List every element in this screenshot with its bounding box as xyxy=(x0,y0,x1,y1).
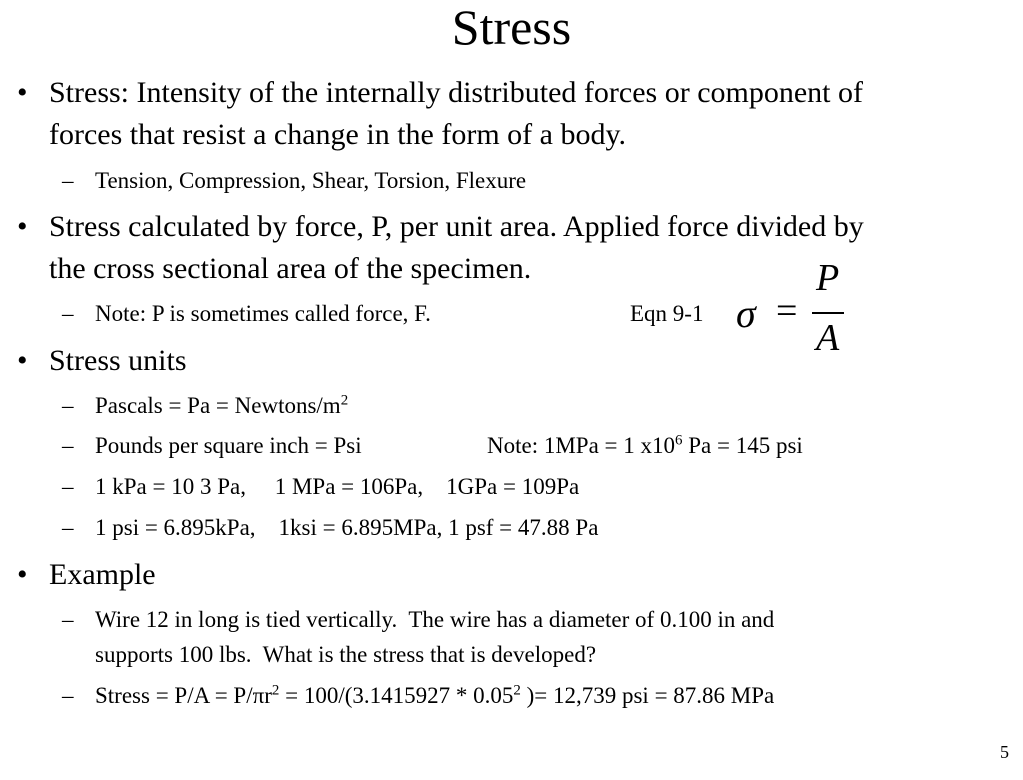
subbullet-text xyxy=(95,678,774,713)
pascals-text: Pascals = Pa = Newtons/m xyxy=(95,393,341,418)
bullet-text: Stress units xyxy=(49,344,187,377)
superscript: 2 xyxy=(513,682,521,699)
dash-marker: – xyxy=(62,393,74,418)
superscript: 2 xyxy=(271,682,280,699)
dash-marker: – xyxy=(62,474,74,499)
subbullet-text: Note: P is sometimes called force, F. xyxy=(95,301,431,326)
slide-title: Stress xyxy=(451,0,572,55)
solution-part2: = 100/(3.1415927 * 0.05 xyxy=(279,683,514,708)
dash-marker: – xyxy=(62,301,74,326)
bullet-dot: • xyxy=(17,344,28,377)
subbullet-text: Tension, Compression, Shear, Torsion, Flexure xyxy=(95,168,527,193)
bullet-dot: • xyxy=(17,210,28,243)
dash-marker: – xyxy=(62,168,74,193)
subbullet-text xyxy=(95,388,348,423)
dash-marker: – xyxy=(62,433,74,458)
solution-part3: )= 12,739 psi = 87.86 MPa xyxy=(520,683,775,708)
subbullet-text-line2: supports 100 lbs. What is the stress that is developed? xyxy=(95,642,597,667)
dash-marker: – xyxy=(62,607,74,632)
equation-numerator: P xyxy=(816,257,840,299)
superscript: 6 xyxy=(675,432,683,449)
equation-equals: = xyxy=(776,290,798,332)
subbullet-text: 1 kPa = 10 3 Pa, 1 MPa = 106Pa, 1GPa = 109Pa xyxy=(95,474,580,499)
bullet-text-line1: Stress: Intensity of the internally distributed forces or component of xyxy=(49,76,863,109)
equation-label: Eqn 9-1 xyxy=(630,301,704,326)
superscript: 2 xyxy=(340,392,349,409)
subbullet-text: Pounds per square inch = Psi xyxy=(95,433,362,458)
bullet-text-line2: forces that resist a change in the form of a body. xyxy=(49,118,627,151)
solution-part1: Stress = P/A = P/πr xyxy=(95,683,272,708)
bullet-text: Example xyxy=(49,558,156,591)
note-text: Note: 1MPa = 1 x10 xyxy=(487,433,676,458)
page-number: 5 xyxy=(1000,742,1009,762)
bullet-dot: • xyxy=(17,76,28,109)
dash-marker: – xyxy=(62,683,74,708)
subbullet-text-line1: Wire 12 in long is tied vertically. The wire has a diameter of 0.100 in and xyxy=(95,607,775,632)
equation-sigma: σ xyxy=(736,291,756,336)
note-text-end: Pa = 145 psi xyxy=(682,433,803,458)
bullet-text-line1: Stress calculated by force, P, per unit area. Applied force divided by xyxy=(49,210,864,243)
fraction-bar xyxy=(812,312,844,314)
dash-marker: – xyxy=(62,515,74,540)
subbullet-text: 1 psi = 6.895kPa, 1ksi = 6.895MPa, 1 psf = 47.88 Pa xyxy=(95,515,599,540)
equation-denominator: A xyxy=(816,317,840,359)
bullet-text-line2: the cross sectional area of the specimen. xyxy=(49,252,532,285)
mpa-psi-note xyxy=(487,428,803,463)
bullet-dot: • xyxy=(17,558,28,591)
